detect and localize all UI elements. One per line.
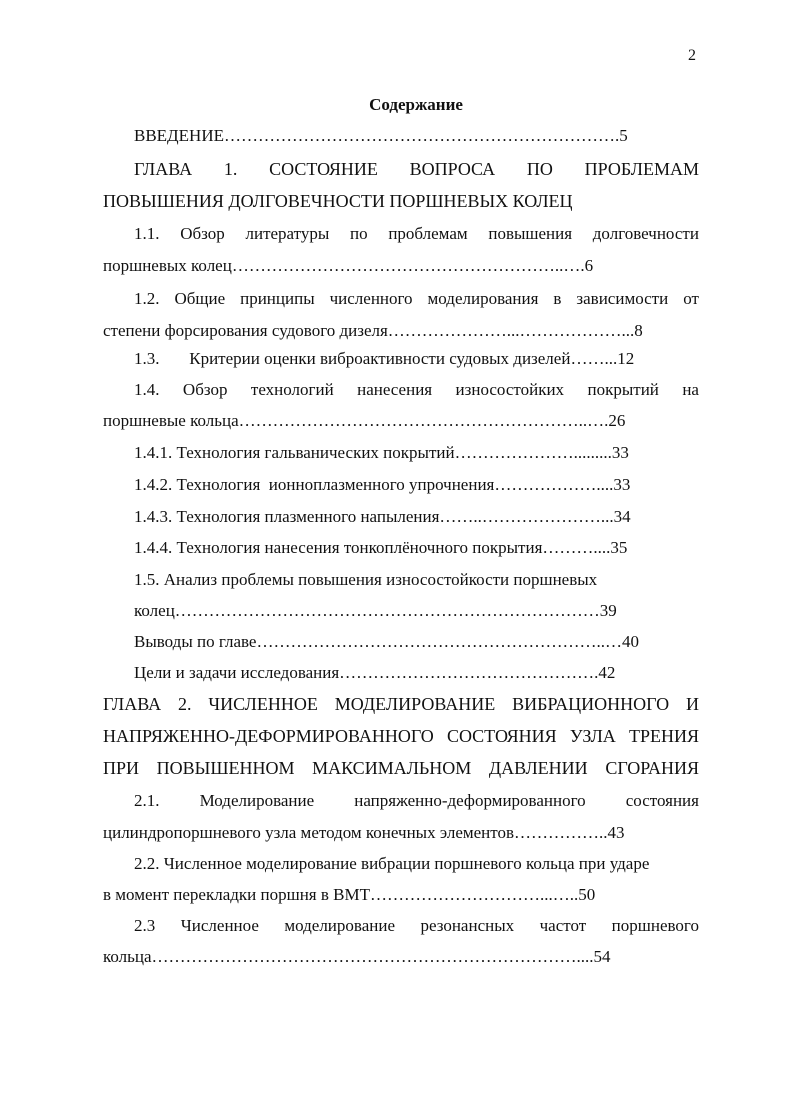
toc-word: литературы xyxy=(245,224,330,243)
toc-word: МАКСИМАЛЬНОМ xyxy=(312,758,472,778)
toc-line-chapter1-heading-cont: ПОВЫШЕНИЯ ДОЛГОВЕЧНОСТИ ПОРШНЕВЫХ КОЛЕЦ xyxy=(103,191,573,211)
toc-word: Численное xyxy=(180,916,259,935)
toc-word: ГЛАВА xyxy=(134,159,193,179)
toc-line-1-4-4: 1.4.4. Технология нанесения тонкоплёночного покрытия………....35 xyxy=(134,538,628,557)
toc-line-1-4-3: 1.4.3. Технология плазменного напыления……..…………………...34 xyxy=(134,507,631,526)
toc-word: зависимости xyxy=(576,289,669,308)
toc-line-chapter2-heading-end xyxy=(103,753,699,783)
toc-word: повышения xyxy=(488,224,573,243)
toc-line-1-2-cont: степени форсирования судового дизеля…………………...………………...8 xyxy=(103,321,643,340)
toc-word: численного xyxy=(329,289,413,308)
toc-line-1-4-2: 1.4.2. Технология ионноплазменного упрочнения………………....33 xyxy=(134,475,631,494)
toc-word: технологий xyxy=(250,380,334,399)
toc-line-1-1-cont: поршневых колец…………………………………………………..….6 xyxy=(103,256,594,275)
toc-word: Обзор xyxy=(182,380,228,399)
toc-word: от xyxy=(683,289,699,308)
toc-word: Общие xyxy=(174,289,226,308)
toc-word: ТРЕНИЯ xyxy=(628,726,699,746)
toc-word: СГОРАНИЯ xyxy=(605,758,699,778)
toc-word: ВОПРОСА xyxy=(409,159,496,179)
toc-word: ЧИСЛЕННОЕ xyxy=(208,694,318,714)
toc-word: 2. xyxy=(178,694,192,714)
toc-line-2-3-cont: кольца…………………………………………………………………....54 xyxy=(103,947,611,966)
toc-word: в xyxy=(553,289,562,308)
toc-word: поршневого xyxy=(611,916,699,935)
toc-word: ДАВЛЕНИИ xyxy=(488,758,588,778)
toc-line-1-5: 1.5. Анализ проблемы повышения износостойкости поршневых xyxy=(134,570,598,589)
toc-word: долговечности xyxy=(592,224,699,243)
toc-word: СОСТОЯНИЕ xyxy=(269,159,378,179)
toc-word: ПРИ xyxy=(103,758,140,778)
toc-word: 1. xyxy=(223,159,238,179)
toc-word: 1.1. xyxy=(134,224,160,243)
toc-word: на xyxy=(682,380,699,399)
toc-line-1-1 xyxy=(134,219,699,249)
toc-word: резонансных xyxy=(420,916,515,935)
toc-word: нанесения xyxy=(357,380,433,399)
toc-line-1-5-cont: колец…………………………………………………………………39 xyxy=(134,601,617,620)
toc-word: Моделирование xyxy=(199,791,315,810)
toc-word: частот xyxy=(539,916,587,935)
toc-line-conclusions: Выводы по главе……………………………………………………..…40 xyxy=(134,632,639,651)
toc-line-goals: Цели и задачи исследования……………………………………….42 xyxy=(134,663,616,682)
toc-word: 1.2. xyxy=(134,289,160,308)
toc-word: моделирования xyxy=(427,289,539,308)
toc-word: Обзор xyxy=(180,224,225,243)
toc-word: 1.4. xyxy=(134,380,160,399)
toc-word: СОСТОЯНИЯ xyxy=(446,726,557,746)
page-number: 2 xyxy=(688,47,696,64)
toc-word: 2.1. xyxy=(134,791,160,810)
toc-word: ПРОБЛЕМАМ xyxy=(584,159,699,179)
toc-line-2-3 xyxy=(134,911,699,941)
toc-title: Содержание xyxy=(369,95,463,114)
toc-word: УЗЛА xyxy=(569,726,616,746)
toc-word: ВИБРАЦИОННОГО xyxy=(512,694,670,714)
toc-line-1-4-1: 1.4.1. Технология гальванических покрытий………………….........33 xyxy=(134,443,629,462)
toc-word: напряженно-деформированного xyxy=(354,791,586,810)
toc-line-1-2 xyxy=(134,284,699,314)
toc-word: И xyxy=(686,694,699,714)
toc-word: ПОВЫШЕННОМ xyxy=(156,758,295,778)
toc-word: моделирование xyxy=(284,916,395,935)
toc-line-chapter2-heading xyxy=(103,689,699,719)
toc-word: по xyxy=(350,224,368,243)
toc-line-2-2-cont: в момент перекладки поршня в ВМТ…………………………...…..50 xyxy=(103,885,596,904)
toc-word: износостойких xyxy=(455,380,565,399)
toc-line-1-4 xyxy=(134,375,699,405)
toc-line-2-1-cont: цилиндропоршневого узла методом конечных элементов……………..43 xyxy=(103,823,625,842)
toc-word: проблемам xyxy=(388,224,468,243)
toc-word: 2.3 xyxy=(134,916,156,935)
toc-line-chapter1-heading xyxy=(134,154,699,184)
toc-word: покрытий xyxy=(587,380,659,399)
toc-line-2-2: 2.2. Численное моделирование вибрации поршневого кольца при ударе xyxy=(134,854,650,873)
toc-word: МОДЕЛИРОВАНИЕ xyxy=(334,694,496,714)
toc-word: ПО xyxy=(526,159,553,179)
toc-word: ГЛАВА xyxy=(103,694,162,714)
toc-word: состояния xyxy=(625,791,699,810)
toc-line-intro: ВВЕДЕНИЕ…………………………………………………………….5 xyxy=(134,126,628,145)
toc-line-1-3: 1.3. Критерии оценки виброактивности судовых дизелей……...12 xyxy=(134,349,635,368)
toc-word: НАПРЯЖЕННО-ДЕФОРМИРОВАННОГО xyxy=(103,726,434,746)
toc-line-2-1 xyxy=(134,786,699,816)
toc-word: принципы xyxy=(240,289,315,308)
toc-line-chapter2-heading-cont xyxy=(103,721,699,751)
toc-line-1-4-cont: поршневые кольца……………………………………………………..….26 xyxy=(103,411,626,430)
